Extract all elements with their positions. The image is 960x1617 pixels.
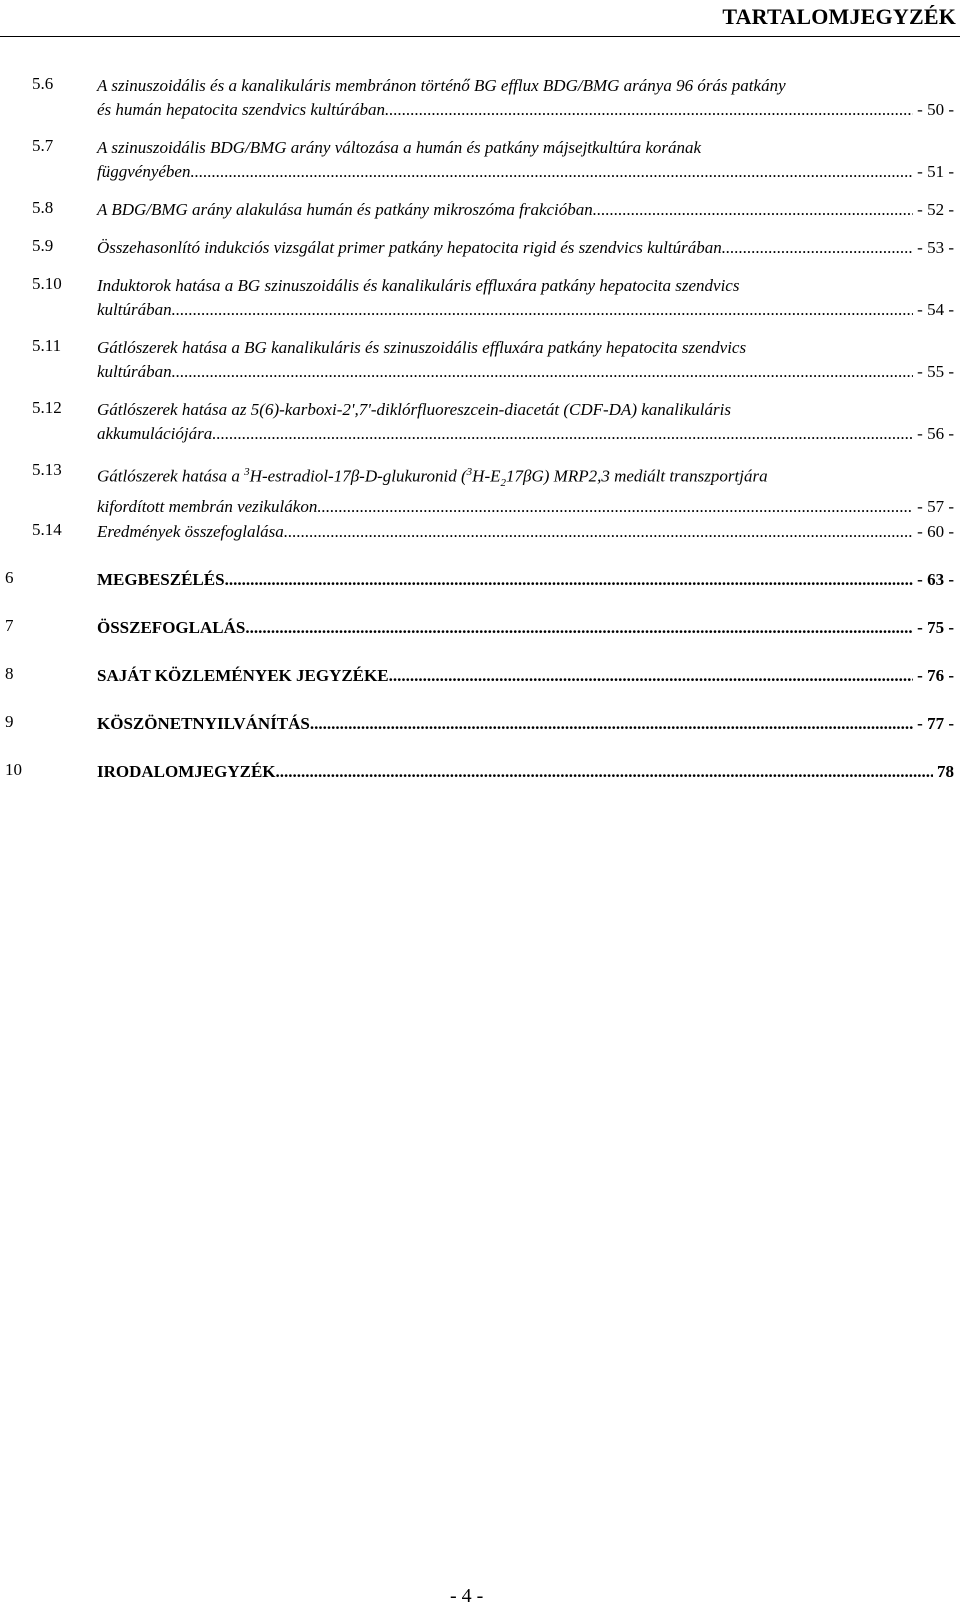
- page-number: - 4 -: [450, 1585, 484, 1607]
- toc-entry-title-line1: Gátlószerek hatása a BG kanalikuláris és szinuszoidális effluxára patkány hepatocita szendvics: [97, 338, 747, 357]
- toc-entry-number: 5.12: [32, 398, 62, 417]
- toc-chapter-title: MEGBESZÉLÉS: [97, 570, 225, 589]
- toc-entry-title-line2: függvényében: [97, 162, 191, 181]
- toc-entry-number: 5.10: [32, 274, 62, 293]
- page-header: [0, 0, 960, 37]
- toc-chapter-page: - 75 -: [917, 618, 954, 637]
- toc-entry-title-line1: Induktorok hatása a BG szinuszoidális és kanalikuláris effluxára patkány hepatocita szendvics: [97, 276, 740, 295]
- toc-entry-title-line2: kultúrában: [97, 300, 172, 319]
- toc-chapter-number: 6: [5, 568, 14, 587]
- toc-leader-dots: [172, 360, 914, 384]
- toc-chapter-page: - 76 -: [917, 666, 954, 685]
- toc-entry-page: - 54 -: [917, 300, 954, 319]
- toc-entry-page: - 55 -: [917, 362, 954, 381]
- toc-chapter-page: - 63 -: [917, 570, 954, 589]
- toc-leader-dots: [212, 422, 913, 446]
- toc-chapter-number: 8: [5, 664, 14, 683]
- toc-chapter-number: 10: [5, 760, 22, 779]
- toc-entry-page: - 51 -: [917, 162, 954, 181]
- toc-entry-title-line2: kifordított membrán vezikulákon: [97, 497, 318, 517]
- toc-entry-page: - 60 -: [917, 522, 954, 541]
- toc-chapter-number: 7: [5, 616, 14, 635]
- toc-entry-number: 5.7: [32, 136, 54, 155]
- toc-leader-dots: [385, 98, 913, 122]
- toc-entry-title-line2: kultúrában: [97, 362, 172, 381]
- page-header-title: TARTALOMJEGYZÉK: [722, 4, 956, 29]
- toc-leader-dots: [722, 236, 913, 260]
- toc-chapter-page: 78: [937, 762, 954, 781]
- toc-leader-dots: [245, 616, 913, 640]
- toc-leader-dots: [317, 495, 913, 519]
- toc-leader-dots: [276, 760, 933, 784]
- toc-chapter-title: KÖSZÖNETNYILVÁNÍTÁS: [97, 714, 310, 733]
- toc-chapter-page: - 77 -: [917, 714, 954, 733]
- toc-entry-number: 5.6: [32, 74, 54, 93]
- toc-entry-page: - 52 -: [917, 200, 954, 219]
- toc-entry-title-line1: A szinuszoidális és a kanalikuláris membránon történő BG efflux BDG/BMG aránya 96 órás patkány: [97, 76, 786, 95]
- toc-leader-dots: [284, 520, 913, 544]
- toc-entry-title-line1: Gátlószerek hatása a $^3$H-estradiol-17β-D-glukuronid $(^3H-E_217\beta G)$ MRP2,3 mediált transzportjára: [97, 466, 768, 490]
- toc-entry-title-line2: akkumulációjára: [97, 424, 213, 443]
- toc-entry-page: - 50 -: [917, 100, 954, 119]
- toc-chapter-title: ÖSSZEFOGLALÁS: [97, 618, 246, 637]
- toc-entry-title-line1: A szinuszoidális BDG/BMG arány változása a humán és patkány májsejtkultúra korának: [97, 138, 702, 157]
- toc-entry-title-line2: és humán hepatocita szendvics kultúrában: [97, 100, 386, 119]
- toc-entry-page: - 53 -: [917, 238, 954, 257]
- toc-leader-dots: [593, 198, 913, 222]
- toc-entry-number: 5.13: [32, 460, 62, 479]
- toc-entry-title-line1: Gátlószerek hatása az 5(6)-karboxi-2',7'-diklórfluoreszcein-diacetát (CDF-DA) kanalikuláris: [97, 400, 731, 419]
- toc-entry-page: - 56 -: [917, 424, 954, 443]
- toc-entry-number: 5.8: [32, 198, 54, 217]
- toc-chapter-title: IRODALOMJEGYZÉK: [97, 762, 276, 781]
- toc-entry-number: 5.11: [32, 336, 62, 355]
- toc-leader-dots: [310, 712, 913, 736]
- toc-entry-title: Eredmények összefoglalása: [97, 522, 284, 541]
- toc-entry-number: 5.9: [32, 236, 54, 255]
- toc-leader-dots: [389, 664, 914, 688]
- toc-entry-number: 5.14: [32, 520, 62, 539]
- toc-entry-page: - 57 -: [917, 497, 954, 517]
- toc-chapter-number: 9: [5, 712, 14, 731]
- toc-entry-title: Összehasonlító indukciós vizsgálat primer patkány hepatocita rigid és szendvics kultúrában: [97, 238, 722, 257]
- toc-chapter-title: SAJÁT KÖZLEMÉNYEK JEGYZÉKE: [97, 666, 389, 685]
- toc-entry-title: A BDG/BMG arány alakulása humán és patkány mikroszóma frakcióban: [97, 200, 593, 219]
- toc-leader-dots: [172, 298, 914, 322]
- toc-leader-dots: [190, 160, 913, 184]
- toc-leader-dots: [225, 568, 914, 592]
